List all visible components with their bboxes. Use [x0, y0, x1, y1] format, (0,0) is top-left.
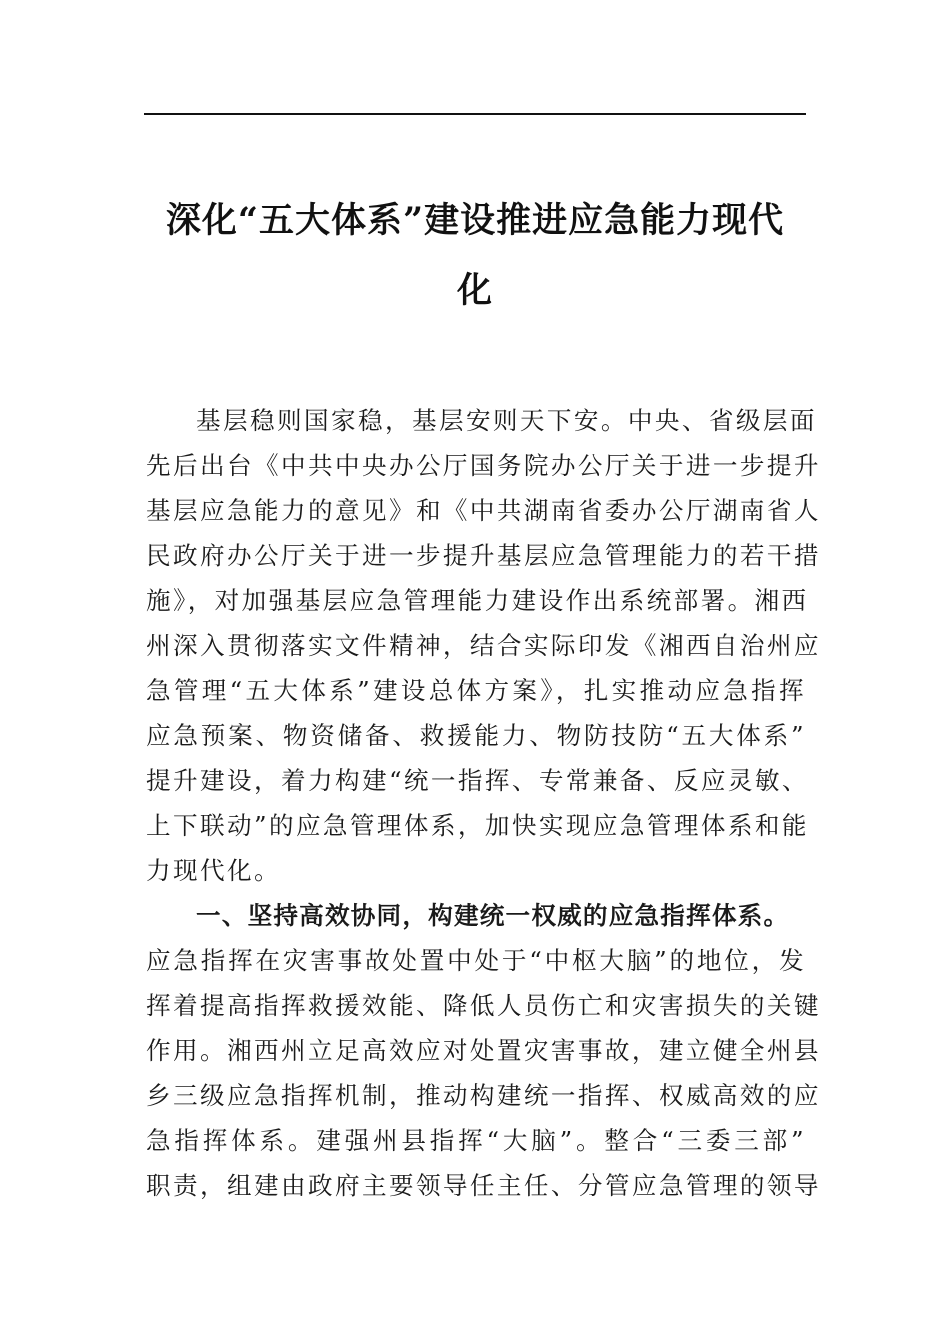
- paragraph-line: 乡三级应急指挥机制，推动构建统一指挥、权威高效的应: [146, 1081, 821, 1110]
- header-rule: [144, 113, 806, 115]
- title-line-1: 深化“五大体系”建设推进应急能力现代: [165, 200, 785, 241]
- paragraph-line: 民政府办公厅关于进一步提升基层应急管理能力的若干措: [146, 541, 821, 570]
- paragraph-line: 作用。湘西州立足高效应对处置灾害事故，建立健全州县: [146, 1036, 821, 1065]
- paragraph-line: 应急指挥在灾害事故处置中处于“中枢大脑”的地位，发: [146, 946, 806, 975]
- paragraph-line: 应急预案、物资储备、救援能力、物防技防“五大体系”: [146, 721, 806, 750]
- paragraph-line: 提升建设，着力构建“统一指挥、专常兼备、反应灵敏、: [146, 766, 809, 795]
- document-title: [150, 186, 800, 326]
- paragraph-line: 上下联动”的应急管理体系，加快实现应急管理体系和能: [146, 811, 809, 840]
- paragraph-line: 州深入贯彻落实文件精神，结合实际印发《湘西自治州应: [146, 631, 821, 660]
- paragraph-line: 急指挥体系。建强州县指挥“大脑”。整合“三委三部”: [146, 1126, 806, 1155]
- paragraph-line: 基层应急能力的意见》和《中共湖南省委办公厅湖南省人: [146, 496, 821, 525]
- document-body: [146, 398, 821, 1208]
- paragraph-line: 先后出台《中共中央办公厅国务院办公厅关于进一步提升: [146, 451, 821, 480]
- paragraph-line: 基层稳则国家稳，基层安则天下安。中央、省级层面: [196, 406, 817, 435]
- title-line-2: 化: [456, 270, 493, 311]
- paragraph-line: 急管理“五大体系”建设总体方案》，扎实推动应急指挥: [146, 676, 806, 705]
- paragraph-line: 施》，对加强基层应急管理能力建设作出系统部署。湘西: [146, 586, 809, 615]
- paragraph-line: 职责，组建由政府主要领导任主任、分管应急管理的领导: [146, 1171, 821, 1200]
- paragraph-line: 力现代化。: [146, 856, 281, 885]
- paragraph-line: 挥着提高指挥救援效能、降低人员伤亡和灾害损失的关键: [146, 991, 821, 1020]
- section-heading: 一、坚持高效协同，构建统一权威的应急指挥体系。: [196, 901, 790, 930]
